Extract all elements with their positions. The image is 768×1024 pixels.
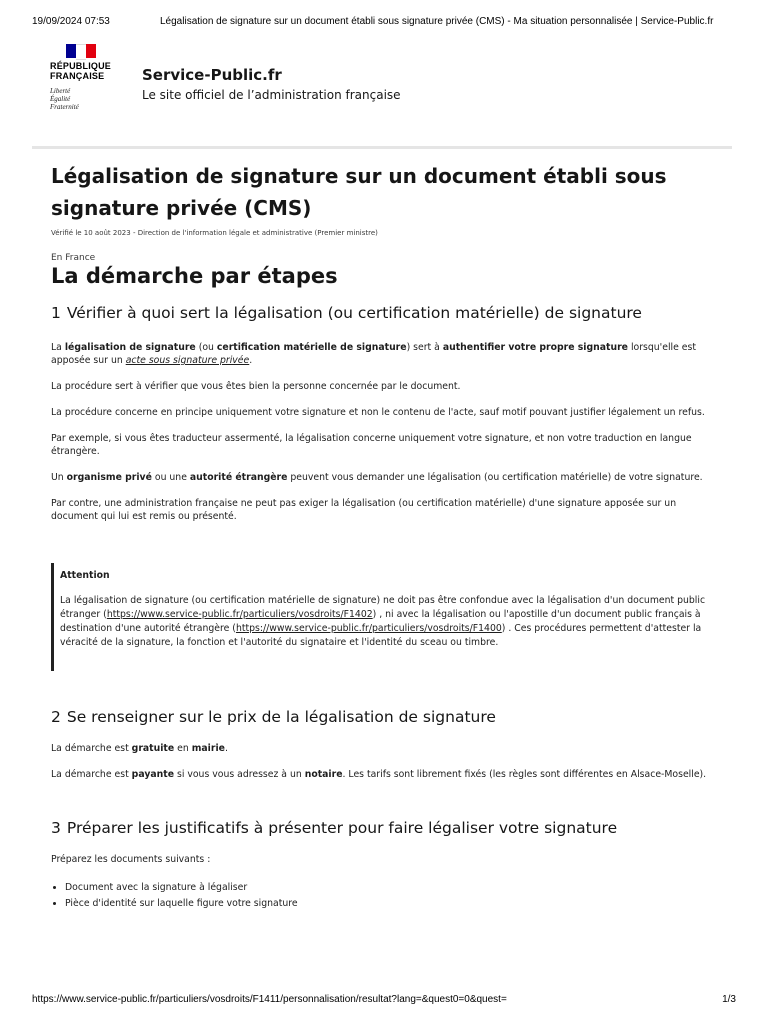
logo-text [50, 61, 120, 81]
list-item: • Document avec la signature à légaliser [65, 880, 723, 896]
step-1-paragraph-2: La procédure sert à vérifier que vous êtes bien la personne concernée par le document. [51, 381, 461, 392]
step-3-intro: Préparez les documents suivants : [51, 854, 211, 865]
step-2-title: 2 Se renseigner sur le prix de la légalisation de signature [51, 708, 496, 726]
step-1 [51, 303, 723, 323]
step-1-title [51, 303, 723, 323]
motto-fraternite: Fraternité [50, 103, 79, 111]
motto-egalite: Égalité [50, 95, 71, 103]
step-3-title [51, 818, 723, 838]
logo-motto [50, 87, 120, 111]
region-label: En France [51, 253, 96, 263]
page-number: 1/3 [722, 994, 736, 1005]
site-name-link[interactable]: Service-Public.fr [142, 66, 282, 84]
page-title [51, 160, 723, 224]
republique-francaise-logo[interactable] [50, 44, 120, 111]
step-1-paragraph-1: La légalisation de signature (ou certification matérielle de signature) sert à authentifier votre propre signature lorsqu'elle est apposée sur un acte sous signature privée. [51, 342, 697, 366]
step-1-paragraph-4: Par exemple, si vous êtes traducteur assermenté, la légalisation concerne uniquement votre signature, et non votre traduction en langue étrangère. [51, 433, 692, 457]
attention-callout [51, 563, 728, 671]
site-header [32, 36, 732, 149]
list-item: • Pièce d'identité sur laquelle figure votre signature [65, 896, 723, 912]
logo-line1: RÉPUBLIQUE [50, 61, 112, 71]
print-page-title: Légalisation de signature sur un document établi sous signature privée (CMS) - Ma situation personnalisée | Service-Public.fr [160, 16, 714, 27]
step-2-paragraph-1: La démarche est gratuite en mairie. [51, 743, 228, 754]
step-1-paragraph-6: Par contre, une administration française ne peut pas exiger la légalisation (ou certification matérielle) d'une signature apposée sur un document qui lui est remis ou présenté. [51, 498, 677, 522]
attention-body: La légalisation de signature (ou certification matérielle de signature) ne doit pas être confondue avec la légalisation d'un document public étranger (https://www.service-public.fr/particuliers/vosdroits/F1402) , ni avec la légalisation ou l'apostille d'un document public français à destination d'une autorité étrangère (https://www.service-public.fr/particuliers/vosdroits/F1400) . Ces procédures permettent d'attester la véracité de la signature, la fonction et l'autorité du signataire et l'identité du sceau ou timbre. [60, 595, 706, 648]
step-2 [51, 707, 723, 781]
step-3-title-text: Préparer les justificatifs à présenter pour faire légaliser votre signature [66, 819, 618, 837]
print-url: https://www.service-public.fr/particuliers/vosdroits/F1411/personnalisation/resultat?lang=&quest0=0&quest= [32, 994, 507, 1005]
motto-liberte: Liberté [50, 87, 71, 95]
step-3 [51, 818, 723, 912]
step-1-paragraph-5: Un organisme privé ou une autorité étrangère peuvent vous demander une légalisation (ou certification matérielle) de votre signature. [51, 472, 703, 483]
apostille-link[interactable]: https://www.service-public.fr/particuliers/vosdroits/F1400 [235, 623, 502, 634]
site-tagline: Le site officiel de l’administration française [142, 88, 401, 102]
required-documents-list [51, 880, 723, 912]
logo-line2: FRANÇAISE [50, 71, 105, 81]
verified-date: Vérifié le 10 août 2023 - Direction de l'information légale et administrative (Premier ministre) [51, 229, 378, 237]
legalisation-document-etranger-link[interactable]: https://www.service-public.fr/particuliers/vosdroits/F1402 [106, 609, 373, 620]
step-2-paragraph-2: La démarche est payante si vous vous adressez à un notaire. Les tarifs sont librement fixés (les règles sont différentes en Alsace-Moselle). [51, 769, 707, 780]
section-heading: La démarche par étapes [51, 264, 338, 288]
step-1-title-text: Vérifier à quoi sert la légalisation (ou certification matérielle) de signature [66, 304, 642, 322]
marianne-flag-icon [66, 44, 96, 58]
print-header [0, 16, 768, 30]
step-3-number: 3 [51, 819, 61, 837]
print-footer [0, 994, 768, 1008]
step-1-number: 1 [51, 304, 61, 322]
print-date: 19/09/2024 07:53 [32, 16, 110, 27]
step-1-body [51, 341, 723, 523]
step-2-number: 2 [51, 708, 61, 726]
main-content [51, 160, 723, 289]
page-title-line2: signature privée (CMS) [51, 196, 312, 220]
attention-title: Attention [60, 570, 110, 581]
page-title-line1: Légalisation de signature sur un document établi sous [51, 164, 667, 188]
step-1-paragraph-3: La procédure concerne en principe uniquement votre signature et non le contenu de l'acte, sauf motif pouvant justifier légalement un refus. [51, 407, 705, 418]
acte-sous-signature-privee-link[interactable]: acte sous signature privée [125, 355, 250, 366]
